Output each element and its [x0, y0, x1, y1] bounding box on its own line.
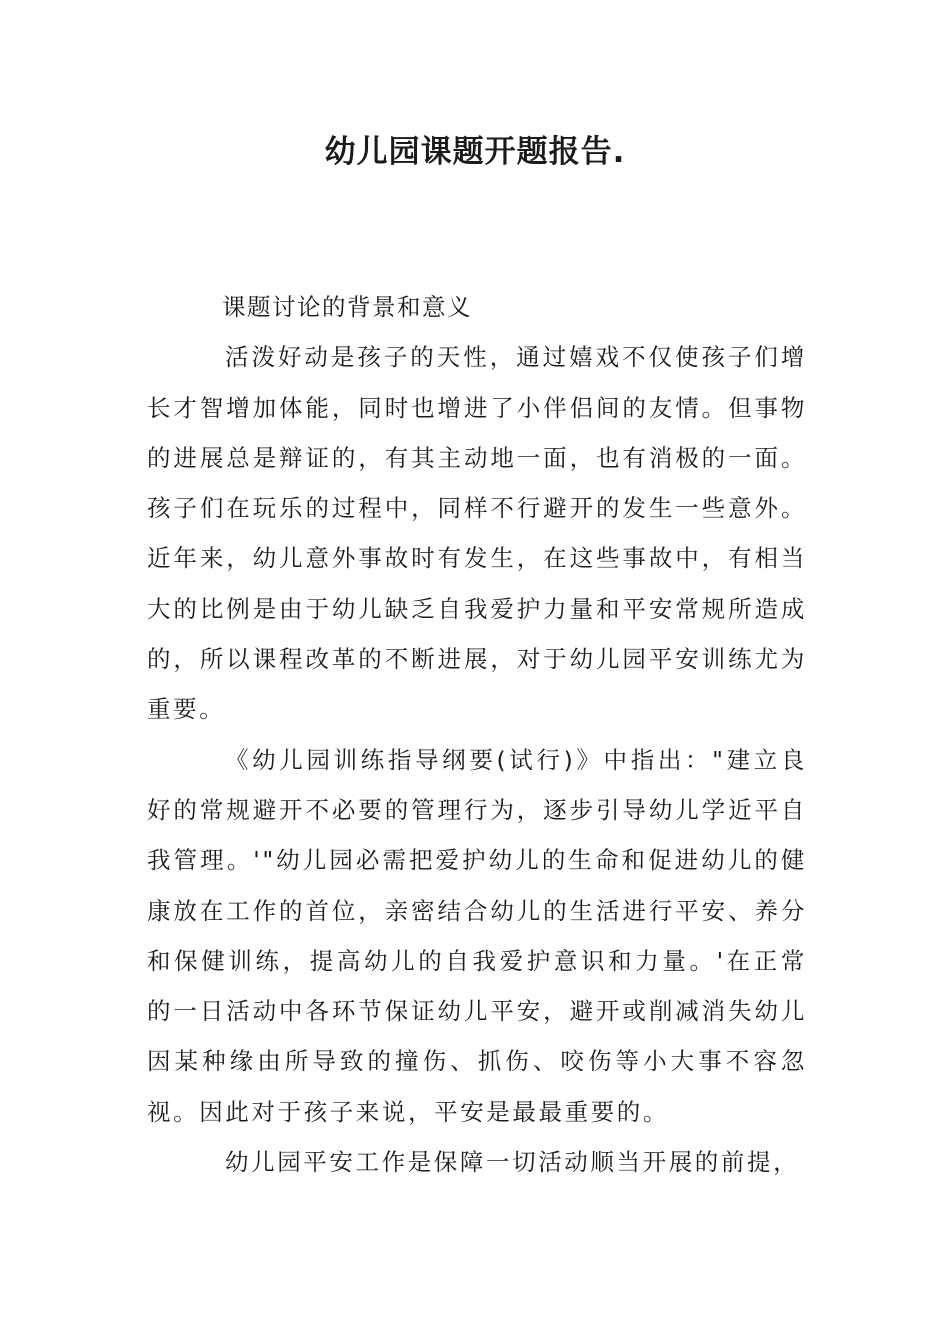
section-heading: 课题讨论的背景和意义 [222, 293, 472, 321]
document-body [147, 282, 807, 1187]
paragraph: 幼儿园平安工作是保障一切活动顺当开展的前提， [225, 1148, 800, 1177]
paragraph: 活泼好动是孩子的天性，通过嬉戏不仅使孩子们增长才智增加体能，同时也增进了小伴侣间的友情。但事物的进展总是辩证的，有其主动地一面，也有消极的一面。孩子们在玩乐的过程中，同样不行避开的发生一些意外。近年来，幼儿意外事故时有发生，在这些事故中，有相当大的比例是由于幼儿缺乏自我爱护力量和平安常规所造成的，所以课程改革的不断进展，对于幼儿园平安训练尤为重要。 [147, 343, 807, 724]
document-title: 幼儿园课题开题报告. [324, 134, 626, 170]
paragraph: 《幼儿园训练指导纲要(试行)》中指出："建立良好的常规避开不必要的管理行为，逐步引导幼儿学近平自我管理。'"幼儿园必需把爱护幼儿的生命和促进幼儿的健康放在工作的首位，亲密结合幼儿的生活进行平安、养分和保健训练，提高幼儿的自我爱护意识和力量。'在正常的一日活动中各环节保证幼儿平安，避开或削减消失幼儿因某种缘由所导致的撞伤、抓伤、咬伤等小大事不容忽视。因此对于孩子来说，平安是最最重要的。 [147, 745, 807, 1126]
